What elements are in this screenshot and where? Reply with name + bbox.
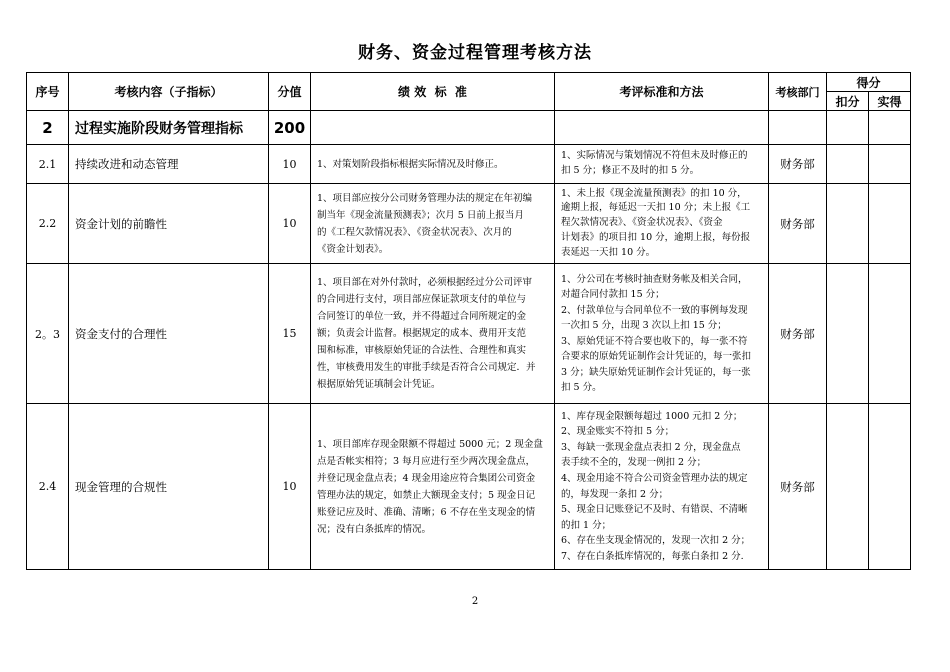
method-line: 6、存在坐支现金情况的，发现一次扣 2 分； [561, 535, 751, 547]
row-method [555, 145, 769, 184]
method-line: 1、库存现金限额每超过 1000 元扣 2 分； [561, 410, 743, 422]
standard-line: 根据原始凭证填制会计凭证。 [317, 379, 441, 390]
row-item: 资金支付的合理性 [69, 264, 269, 404]
method-line: 合要求的原始凭证制作会计凭证的，每一张扣 [561, 351, 752, 362]
standard-line: 围和标准，审核原始凭证的合法性、合理性和真实 [317, 345, 527, 356]
row-deduct [827, 145, 869, 184]
method-line: 的，每发现一条扣 2 分； [561, 488, 669, 500]
row-no: 2.2 [27, 184, 69, 264]
method-line: 扣 5 分。 [561, 382, 602, 393]
method-line: 扣 5 分；修正不及时的扣 5 分。 [561, 165, 700, 176]
empty-cell [769, 111, 827, 145]
row-standard [311, 404, 555, 570]
row-method [555, 264, 769, 404]
header-dept: 考核部门 [769, 73, 827, 111]
table-row [27, 145, 911, 184]
row-score: 10 [269, 145, 311, 184]
row-method [555, 184, 769, 264]
standard-line: 制当年《现金流量预测表》；次月 5 日前上报当月 [317, 209, 524, 221]
table-row [27, 184, 911, 264]
row-actual [869, 184, 911, 264]
row-dept: 财务部 [769, 184, 827, 264]
method-line: 1、未上报《现金流量预测表》的扣 10 分， [561, 187, 747, 199]
empty-cell [869, 111, 911, 145]
row-standard [311, 264, 555, 404]
standard-line: 1、项目部应按分公司财务管理办法的规定在年初编 [317, 192, 533, 204]
method-line: 5、现金日记账登记不及时、有错误、不清晰 [561, 504, 748, 516]
row-standard [311, 184, 555, 264]
row-dept: 财务部 [769, 145, 827, 184]
page-number: 2 [471, 596, 479, 607]
method-line: 程欠款情况表》、《资金状况表》、《资金 [561, 217, 723, 229]
header-actual: 实得 [869, 92, 911, 111]
standard-line: 管理办法的规定，如禁止大额现金支付；5 现金日记 [317, 489, 536, 501]
standard-line: 1、项目部库存现金限额不得超过 5000 元；2 现金盘 [317, 438, 543, 450]
header-got: 得分 [827, 73, 911, 92]
header-content: 考核内容（子指标） [69, 73, 269, 111]
standard-line: 额；负责会计监督。根据规定的成本、费用开支范 [317, 328, 527, 339]
standard-line: 账登记应及时、准确、清晰；6 不存在坐支现金的情 [317, 506, 536, 518]
method-line: 一次扣 5 分，出现 3 次以上扣 15 分； [561, 320, 727, 331]
section-no: 2 [27, 111, 69, 145]
row-score: 10 [269, 404, 311, 570]
header-deduct: 扣分 [827, 92, 869, 111]
header-row [27, 73, 911, 92]
empty-cell [555, 111, 769, 145]
row-actual [869, 404, 911, 570]
method-line: 2、现金账实不符扣 5 分； [561, 426, 675, 438]
standard-line: 况；没有白条抵库的情况。 [317, 523, 432, 535]
method-line: 3、每缺一张现金盘点表扣 2 分，现金盘点 [561, 441, 741, 453]
row-deduct [827, 404, 869, 570]
row-actual [869, 145, 911, 184]
row-no: 2。3 [27, 264, 69, 404]
method-line: 逾期上报，每延迟一天扣 10 分；未上报《工 [561, 202, 751, 214]
standard-line: 点是否帐实相符；3 每月应进行至少两次现金盘点， [317, 455, 536, 467]
method-line: 3 分；缺失原始凭证制作会计凭证的，每一张 [561, 366, 751, 378]
method-line: 2、付款单位与合同单位不一致的事例每发现 [561, 304, 748, 316]
method-line: 7、存在白条抵库情况的，每张白条扣 2 分. [561, 550, 744, 562]
row-no: 2.4 [27, 404, 69, 570]
row-deduct [827, 264, 869, 404]
row-item: 资金计划的前瞻性 [69, 184, 269, 264]
row-item: 现金管理的合规性 [69, 404, 269, 570]
standard-line: 1、项目部在对外付款时，必须根据经过分公司评审 [317, 277, 533, 288]
row-item: 持续改进和动态管理 [69, 145, 269, 184]
empty-cell [311, 111, 555, 145]
row-no: 2.1 [27, 145, 69, 184]
row-score: 10 [269, 184, 311, 264]
standard-line: 合同签订的单位一致，并不得超过合同所规定的金 [317, 311, 527, 322]
table-row [27, 404, 911, 570]
row-standard [311, 145, 555, 184]
row-score: 15 [269, 264, 311, 404]
method-line: 1、实际情况与策划情况不符但未及时修正的 [561, 150, 748, 162]
assessment-table [26, 72, 911, 570]
method-line: 表手续不全的，发现一例扣 2 分； [561, 457, 707, 469]
section-score: 200 [269, 111, 311, 145]
method-line: 对超合同付款扣 15 分； [561, 289, 665, 300]
method-line: 1、分公司在考核时抽查财务帐及相关合同， [561, 273, 748, 285]
row-actual [869, 264, 911, 404]
standard-line: 的《工程欠款情况表》、《资金状况表》、次月的 [317, 226, 512, 238]
standard-line: 1、对策划阶段指标根据实际情况及时修正。 [317, 158, 504, 170]
header-standard: 绩 效 标 准 [311, 73, 555, 111]
method-line: 的扣 1 分； [561, 519, 612, 531]
page-title: 财务、资金过程管理考核方法 [358, 43, 592, 63]
header-score: 分值 [269, 73, 311, 111]
method-line: 计划表》的项目扣 10 分，逾期上报，每份报 [561, 231, 751, 243]
header-no: 序号 [27, 73, 69, 111]
method-line: 表延迟一天扣 10 分。 [561, 246, 656, 258]
row-dept: 财务部 [769, 404, 827, 570]
method-line: 3、原始凭证不符合要也收下的，每一张不符 [561, 335, 748, 347]
row-dept: 财务部 [769, 264, 827, 404]
header-method: 考评标准和方法 [555, 73, 769, 111]
table-row [27, 264, 911, 404]
empty-cell [827, 111, 869, 145]
row-method [555, 404, 769, 570]
section-title: 过程实施阶段财务管理指标 [69, 111, 269, 145]
standard-line: 的合同进行支付，项目部应保证款项支付的单位与 [317, 294, 527, 305]
standard-line: 性，审核费用发生的审批手续是否符合公司规定．并 [317, 362, 536, 373]
standard-line: 《资金计划表》。 [317, 243, 389, 255]
section-row [27, 111, 911, 145]
row-deduct [827, 184, 869, 264]
standard-line: 并登记现金盘点表；4 现金用途应符合集团公司资金 [317, 472, 536, 484]
method-line: 4、现金用途不符合公司资金管理办法的规定 [561, 472, 748, 484]
